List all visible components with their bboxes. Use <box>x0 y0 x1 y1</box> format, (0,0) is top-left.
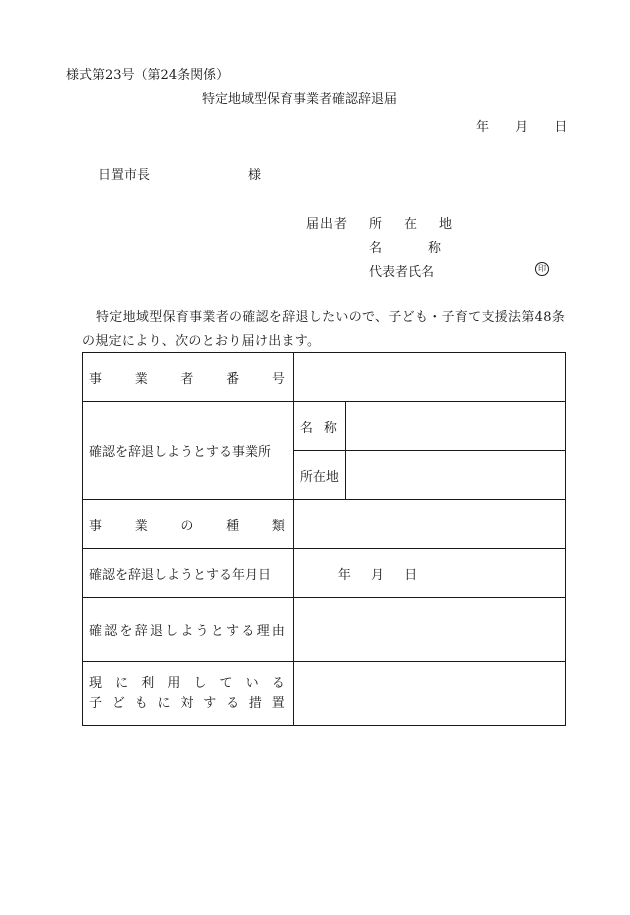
addressee-name: 日置市長 <box>98 168 151 183</box>
label-char: 業 <box>134 518 148 534</box>
label-char: 番 <box>226 371 240 387</box>
label-char: を <box>119 624 133 639</box>
label-char: し <box>193 675 207 691</box>
label-char: と <box>210 624 224 639</box>
declaration-text: 特定地域型保育事業者の確認を辞退したいので、子ども・子育て支援法第48条の規定により、次のとおり届け出ます。 <box>82 310 566 349</box>
applicant-label: 届出者 <box>306 217 349 232</box>
withdrawal-form-table <box>82 352 566 726</box>
applicant-name-label: 名 称 <box>369 241 442 256</box>
label-char: す <box>226 624 240 639</box>
label-char: す <box>203 695 217 711</box>
label-char: も <box>134 695 148 711</box>
label-char: 名 <box>299 420 313 436</box>
label-char: 退 <box>149 624 163 639</box>
label-char: う <box>195 624 209 639</box>
business-type-field[interactable] <box>293 500 565 549</box>
label-char: 置 <box>271 695 285 711</box>
row-facility-name <box>83 402 566 451</box>
label-char: 種 <box>226 518 240 534</box>
label-char: し <box>165 624 179 639</box>
date-year-label: 年 <box>476 120 490 135</box>
label-char: 辞 <box>134 624 148 639</box>
date-month-label: 月 <box>515 120 529 135</box>
label-char: て <box>219 675 233 691</box>
operator-number-field[interactable] <box>293 353 565 402</box>
reason-field[interactable] <box>293 598 565 662</box>
row-withdrawal-date <box>83 549 566 598</box>
label-char: 利 <box>141 675 155 691</box>
label-char: 認 <box>104 624 118 639</box>
label-char: る <box>241 624 255 639</box>
submission-date <box>476 116 567 135</box>
label-char: る <box>226 695 240 711</box>
label-char: 理 <box>256 624 270 639</box>
label-char: 事 <box>89 518 103 534</box>
representative-name-label: 代表者氏名 <box>369 265 435 280</box>
label-char: に <box>157 695 171 711</box>
label-char: 子 <box>89 695 103 711</box>
label-char: 対 <box>180 695 194 711</box>
label-char: 号 <box>271 371 285 387</box>
facility-address-label: 所在地 <box>293 451 345 500</box>
row-operator-number <box>83 353 566 402</box>
form-number: 様式第23号（第24条関係） <box>66 68 230 83</box>
children-measures-field[interactable] <box>293 662 565 726</box>
label-char: の <box>180 518 194 534</box>
label-char: 称 <box>323 420 337 436</box>
children-measures-label <box>83 662 294 726</box>
facility-address-field[interactable] <box>345 451 565 500</box>
label-char: 者 <box>180 371 194 387</box>
label-char: 事 <box>89 371 103 387</box>
seal-mark: 印 <box>535 262 549 276</box>
row-children-measures <box>83 662 566 726</box>
label-char: よ <box>180 624 194 639</box>
date-day-label: 日 <box>554 120 568 135</box>
operator-number-label <box>83 353 294 402</box>
facility-label: 確認を辞退しようとする事業所 <box>83 402 294 500</box>
business-type-label <box>83 500 294 549</box>
row-business-type <box>83 500 566 549</box>
label-char: 現 <box>89 675 103 691</box>
label-char: 由 <box>271 624 285 639</box>
label-char: に <box>115 675 129 691</box>
label-char: 確 <box>89 624 103 639</box>
label-char: い <box>245 675 259 691</box>
label-char: 業 <box>134 371 148 387</box>
withdrawal-date-label: 確認を辞退しようとする年月日 <box>83 549 294 598</box>
reason-label <box>83 598 294 662</box>
applicant-address-label: 所 在 地 <box>369 217 453 232</box>
withdrawal-date-field[interactable]: 年 月 日 <box>293 549 565 598</box>
label-char: ど <box>111 695 125 711</box>
facility-name-field[interactable] <box>345 402 565 451</box>
form-title: 特定地域型保育事業者確認辞退届 <box>202 92 398 107</box>
label-char: る <box>271 675 285 691</box>
label-char: 措 <box>248 695 262 711</box>
addressee-honorific: 様 <box>248 168 262 183</box>
row-reason <box>83 598 566 662</box>
facility-name-label <box>293 402 345 451</box>
label-char: 類 <box>271 518 285 534</box>
label-char: 用 <box>167 675 181 691</box>
